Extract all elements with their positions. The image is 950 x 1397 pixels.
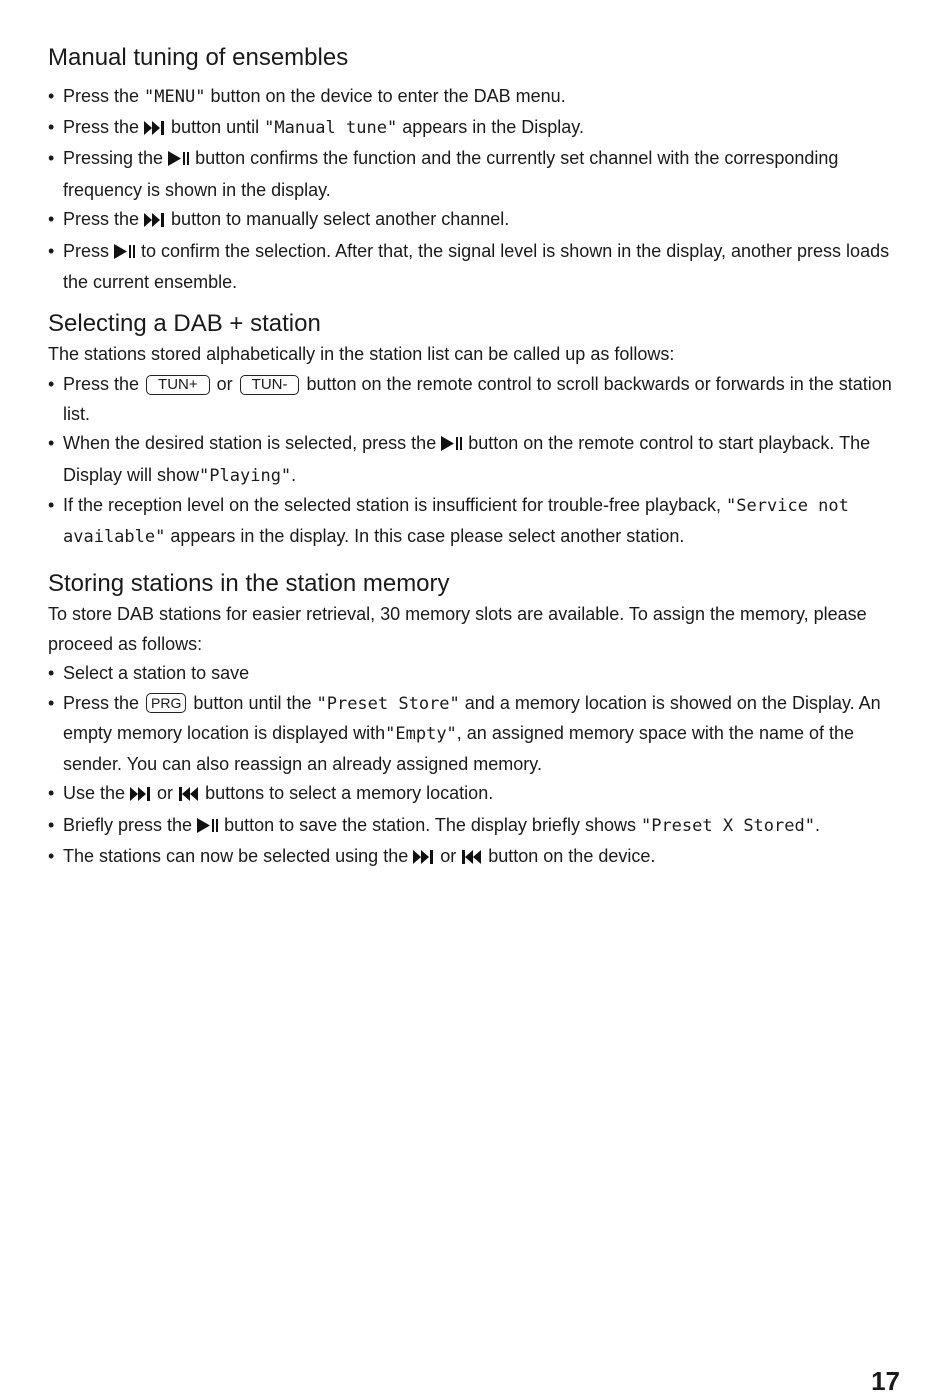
text-run: Pressing the (63, 148, 169, 168)
text-run: The stations can now be selected using the (63, 846, 414, 866)
list-item (48, 779, 908, 811)
text-run: button until the (188, 692, 317, 713)
list-item (48, 659, 908, 689)
list-item (48, 689, 908, 780)
list-selecting-station (48, 370, 908, 552)
list-storing-stations (48, 659, 908, 874)
key-prg: PRG (146, 693, 186, 713)
key-tun-minus: TUN- (240, 375, 300, 395)
display-message: "Manual tune" (264, 117, 398, 138)
list-item (48, 82, 908, 113)
intro-selecting-station: The stations stored alphabetically in the station list can be called up as follows: (48, 344, 675, 364)
key-tun-plus: TUN+ (146, 375, 210, 395)
display-message: "Empty" (385, 724, 457, 744)
prev-track-icon (178, 781, 200, 811)
text-run: Briefly press the (63, 814, 198, 835)
list-item (48, 842, 908, 874)
list-item (48, 370, 908, 429)
next-track-icon (144, 115, 166, 145)
list-item (48, 144, 908, 205)
text-run: and a memory location is showed on the Display. An empty memory location is displayed with (63, 692, 881, 743)
text-run: button to save the station. The display briefly shows (219, 814, 641, 835)
text-run: Press the (63, 692, 145, 713)
section-title-selecting-station: Selecting a DAB + station (48, 310, 321, 337)
prev-track-icon (461, 844, 483, 874)
display-message: "Service not available" (63, 496, 849, 547)
list-item (48, 113, 908, 145)
text-run: button on the remote control to scroll backwards or forwards in the station list. (63, 374, 892, 424)
text-run: button on the device to enter the DAB menu. (205, 86, 566, 106)
text-run: button to manually select another channel. (166, 209, 510, 229)
play-pause-icon (197, 813, 219, 843)
text-run: When the desired station is selected, press the (63, 433, 442, 453)
text-run: appears in the display. In this case please select another station. (165, 525, 685, 546)
text-run: to confirm the selection. After that, the signal level is shown in the display, another press loads the current ensemble. (63, 240, 890, 292)
section-title-manual-tuning: Manual tuning of ensembles (48, 44, 349, 71)
section-title-storing-stations: Storing stations in the station memory (48, 570, 450, 597)
display-message: "MENU" (144, 87, 206, 107)
list-item (48, 429, 908, 491)
text-run: or (211, 374, 238, 394)
text-run: buttons to select a memory location. (200, 783, 494, 803)
text-run: . (814, 814, 820, 835)
text-run: or (435, 846, 462, 866)
text-run: Press the (63, 116, 145, 137)
list-item (48, 237, 908, 298)
play-pause-icon (168, 146, 190, 176)
text-run: Select a station to save (63, 663, 250, 683)
text-run: button confirms the function and the currently set channel with the corresponding frequency is shown in the display. (63, 148, 839, 200)
text-run: Press the (63, 374, 145, 394)
list-item (48, 811, 908, 843)
list-item (48, 205, 908, 237)
next-track-icon (130, 781, 152, 811)
play-pause-icon (441, 431, 463, 461)
text-run: Press the (63, 86, 145, 106)
text-run: If the reception level on the selected station is insufficient for trouble-free playback, (63, 495, 727, 515)
play-pause-icon (114, 239, 136, 269)
text-run: button on the remote control to start playback. The Display will show (63, 433, 871, 485)
text-run: Use the (63, 783, 131, 803)
text-run: appears in the Display. (397, 116, 584, 137)
list-item (48, 491, 908, 552)
list-manual-tuning (48, 82, 908, 298)
text-run: Press the (63, 209, 145, 229)
next-track-icon (144, 207, 166, 237)
display-message: "Preset X Stored" (640, 815, 815, 836)
page-number: 17 (871, 1366, 900, 1396)
text-run: Press (63, 240, 115, 261)
intro-storing-stations: To store DAB stations for easier retrieval, 30 memory slots are available. To assign the memory, please proceed as follows: (48, 604, 867, 654)
text-run: , an assigned memory space with the name of the sender. You can also reassign an already assigned memory. (63, 723, 855, 774)
text-run: button until (166, 116, 265, 137)
next-track-icon (413, 844, 435, 874)
display-message: "Playing" (199, 465, 292, 486)
text-run: . (291, 464, 297, 485)
text-run: button on the device. (483, 846, 656, 866)
text-run: or (152, 783, 179, 803)
display-message: "Preset Store" (316, 693, 460, 714)
